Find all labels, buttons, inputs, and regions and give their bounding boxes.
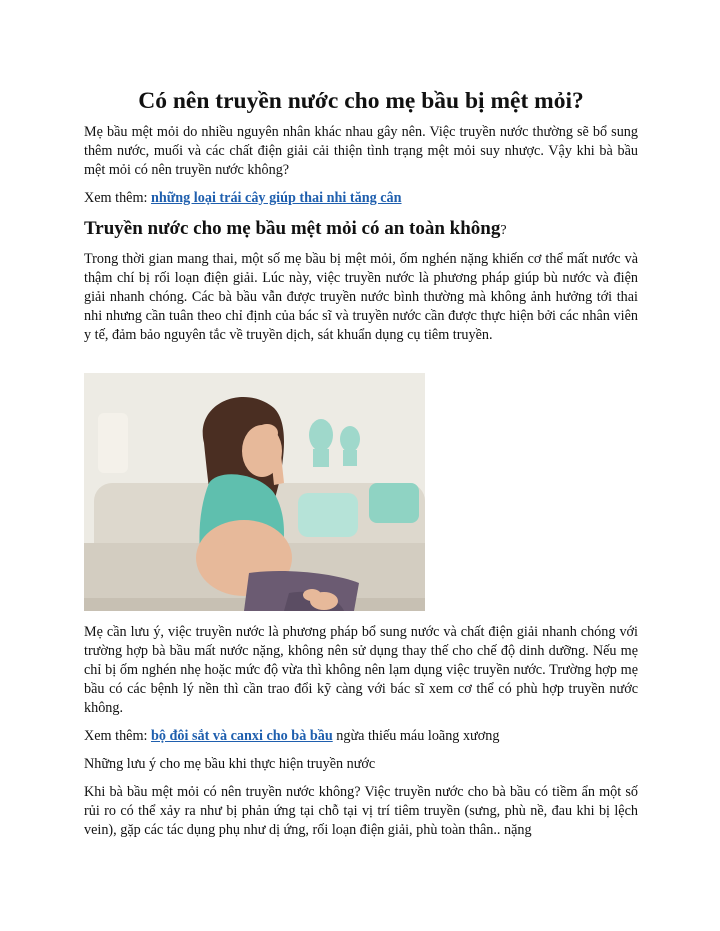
paragraph-4 xyxy=(84,783,638,840)
paragraph-3 xyxy=(84,755,638,774)
section-heading-text: Truyền nước cho mẹ bầu mệt mỏi có an toàn không xyxy=(84,218,501,239)
paragraph-1 xyxy=(84,250,638,345)
section-heading xyxy=(84,217,638,243)
pregnant-woman-photo xyxy=(84,373,425,611)
intro-text: Mẹ bầu mệt mỏi do nhiều nguyên nhân khác nhau gây nên. Việc truyền nước thường sẽ bổ sung thêm nước, muối và các chất điện giải cải thiện tình trạng mệt mỏi suy nhược. Vậy khi bà bầu mệt mỏi có nên truyền nước không? xyxy=(84,124,638,178)
see-more-2-prefix: Xem thêm: xyxy=(84,728,151,744)
paragraph-2-text: Mẹ cần lưu ý, việc truyền nước là phương pháp bổ sung nước và chất điện giải nhanh chóng với trường hợp bà bầu mất nước nặng, không nên sử dụng thay thế cho chế độ dinh dưỡng. Nếu mẹ chỉ bị ốm nghén nhẹ hoặc mức độ vừa thì không nên lạm dụng việc truyền nước. Trường hợp mẹ bầu có các bệnh lý nền thì cần trao đổi kỹ càng với bác sĩ xem cơ thể có phù hợp truyền nước không. xyxy=(84,624,638,716)
paragraph-3-text: Những lưu ý cho mẹ bầu khi thực hiện truyền nước xyxy=(84,756,376,772)
see-more-1-prefix: Xem thêm: xyxy=(84,190,151,206)
paragraph-4-text: Khi bà bầu mệt mỏi có nên truyền nước không? Việc truyền nước cho bà bầu có tiềm ẩn một số rủi ro có thể xảy ra như bị phản ứng tại chỗ tại vị trí tiêm truyền (sưng, phù nề, đau khi bị lệch vein), gặp các tác dụng phụ như dị ứng, rối loạn điện giải, phù toàn thân.. nặng xyxy=(84,784,638,838)
see-more-1 xyxy=(84,189,638,208)
section-heading-suffix: ? xyxy=(500,223,507,238)
iron-calcium-link[interactable]: bộ đôi sắt và canxi cho bà bầu xyxy=(150,728,333,744)
intro-paragraph xyxy=(84,123,638,180)
paragraph-2 xyxy=(84,623,638,718)
see-more-2-suffix: ngừa thiếu máu loãng xương xyxy=(332,728,500,744)
page-title: Có nên truyền nước cho mẹ bầu bị mệt mỏi? xyxy=(138,88,584,114)
see-more-2 xyxy=(84,727,638,746)
paragraph-1-text: Trong thời gian mang thai, một số mẹ bầu bị mệt mỏi, ốm nghén nặng khiến cơ thể mất nước và thậm chí bị rối loạn điện giải. Lúc này, việc truyền nước là phương pháp giúp bù nước và điện giải nhanh chóng. Các bà bầu vẫn được truyền nước bình thường mà không ảnh hưởng tới thai nhi nhưng cần tuân theo chỉ định của bác sĩ và truyền nước cần được thực hiện bởi các nhân viên y tế, đảm bảo nguyên tắc về truyền dịch, sát khuẩn dụng cụ tiêm truyền. xyxy=(84,251,638,343)
fruit-link[interactable]: những loại trái cây giúp thai nhi tăng cân xyxy=(150,190,402,206)
